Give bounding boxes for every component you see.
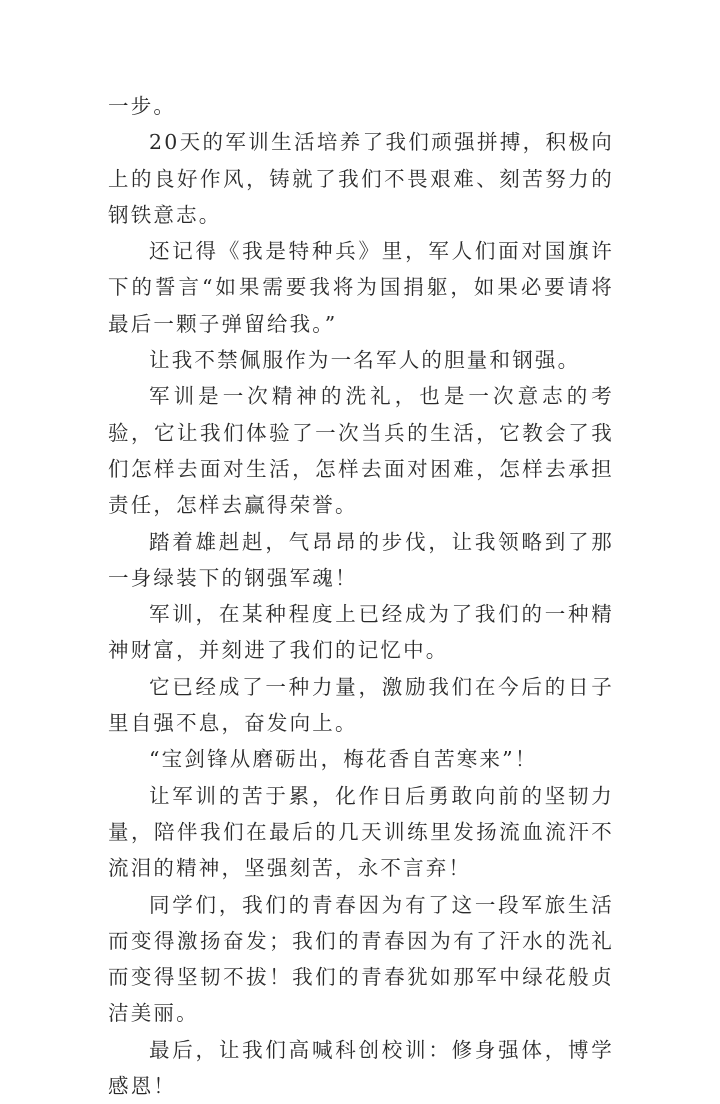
document-page	[108, 88, 614, 1104]
paragraph-8: 它已经成了一种力量，激励我们在今后的日子里自强不息，奋发向上。	[108, 674, 614, 736]
paragraph-6: 踏着雄赳赳，气昂昂的步伐，让我领略到了那一身绿装下的钢强军魂！	[108, 529, 614, 590]
paragraph-4: 让我不禁佩服作为一名军人的胆量和钢强。	[149, 348, 581, 373]
paragraph-10: 让军训的苦于累，化作日后勇敢向前的坚韧力量，陪伴我们在最后的几天训练里发扬流血流汗不流泪的精神，坚强刻苦，永不言弃！	[108, 783, 614, 881]
paragraph-11: 同学们，我们的青春因为有了这一段军旅生活而变得激扬奋发；我们的青春因为有了汗水的洗礼而变得坚韧不拔！我们的青春犹如那军中绿花般贞洁美丽。	[108, 892, 614, 1026]
paragraph-2: 20天的军训生活培养了我们顽强拼搏，积极向上的良好作风，铸就了我们不畏艰难、刻苦努力的钢铁意志。	[108, 130, 614, 227]
paragraph-7: 军训，在某种程度上已经成为了我们的一种精神财富，并刻进了我们的记忆中。	[108, 602, 614, 663]
paragraph-1: 一步。	[108, 94, 177, 118]
paragraph-3: 还记得《我是特种兵》里，军人们面对国旗许下的誓言“如果需要我将为国捐躯，如果必要请将最后一颗子弹留给我。”	[108, 239, 614, 336]
paragraph-5: 军训是一次精神的洗礼，也是一次意志的考验，它让我们体验了一次当兵的生活，它教会了我们怎样去面对生活，怎样去面对困难，怎样去承担责任，怎样去赢得荣誉。	[108, 384, 614, 518]
paragraph-12: 最后，让我们高喊科创校训：修身强体，博学感恩！	[108, 1037, 614, 1099]
paragraph-9: “宝剑锋从磨砺出，梅花香自苦寒来”！	[149, 747, 538, 772]
